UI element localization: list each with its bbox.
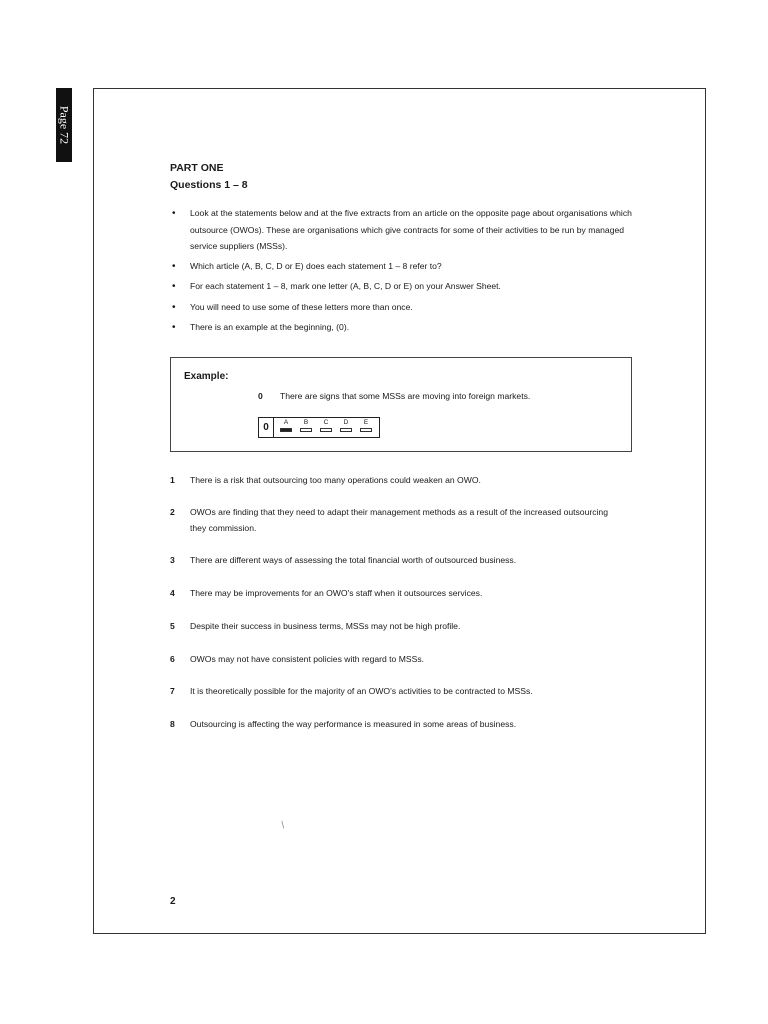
- answer-slot: [280, 428, 292, 432]
- statement-number: 2: [170, 507, 175, 517]
- answer-option-letter: E: [363, 419, 369, 426]
- example-number: 0: [258, 391, 263, 401]
- answer-option-d: [339, 419, 353, 432]
- statement-text: Despite their success in business terms, MSSs may not be high profile.: [190, 621, 461, 631]
- instruction-item: For each statement 1 – 8, mark one letter (A, B, C, D or E) on your Answer Sheet.: [190, 281, 501, 291]
- statement-number: 6: [170, 654, 175, 664]
- example-answer-grid: [258, 417, 380, 438]
- bullet-icon: •: [172, 302, 176, 313]
- answer-row-number: 0: [259, 418, 274, 437]
- answer-option-letter: D: [343, 419, 349, 426]
- questions-range: Questions 1 – 8: [170, 179, 248, 191]
- statement-number: 3: [170, 555, 175, 565]
- part-title: PART ONE: [170, 162, 224, 174]
- answer-option-e: [359, 419, 373, 432]
- statement-number: 5: [170, 621, 175, 631]
- bullet-icon: •: [172, 261, 176, 272]
- page-side-tab: [56, 88, 72, 162]
- answer-option-c: [319, 419, 333, 432]
- statement-text: There may be improvements for an OWO's staff when it outsources services.: [190, 588, 483, 598]
- statement-text: There are different ways of assessing the total financial worth of outsourced business.: [190, 555, 517, 565]
- answer-option-letter: A: [283, 419, 289, 426]
- answer-option-letter: B: [303, 419, 309, 426]
- statement-text: OWOs are finding that they need to adapt their management methods as a result of the increased outsourcing they commission.: [190, 507, 608, 533]
- instruction-item: Which article (A, B, C, D or E) does each statement 1 – 8 refer to?: [190, 261, 442, 271]
- example-box: [170, 357, 632, 452]
- bullet-icon: •: [172, 208, 176, 219]
- statement-text: Outsourcing is affecting the way performance is measured in some areas of business.: [190, 719, 517, 729]
- statement-text: There is a risk that outsourcing too many operations could weaken an OWO.: [190, 475, 481, 485]
- statement-number: 1: [170, 475, 175, 485]
- instruction-item: There is an example at the beginning, (0).: [190, 322, 350, 332]
- answer-option-a: [279, 419, 293, 432]
- statement-text: It is theoretically possible for the majority of an OWO's activities to be contracted to MSSs.: [190, 686, 533, 696]
- answer-option-b: [299, 419, 313, 432]
- statement-number: 7: [170, 686, 175, 696]
- page-number: 2: [170, 896, 176, 907]
- statement-text: OWOs may not have consistent policies with regard to MSSs.: [190, 654, 425, 664]
- statement-number: 4: [170, 588, 175, 598]
- answer-slot: [360, 428, 372, 432]
- instruction-item: Look at the statements below and at the five extracts from an article on the opposite page about organisations which outsource (OWOs). These are organisations which give contracts for some of their activities to be run by managed service suppliers (MSSs).: [190, 208, 632, 251]
- example-label: Example:: [184, 371, 229, 382]
- pen-mark: /: [279, 820, 288, 831]
- statement-number: 8: [170, 719, 175, 729]
- instruction-item: You will need to use some of these letters more than once.: [190, 302, 413, 312]
- answer-slot: [340, 428, 352, 432]
- bullet-icon: •: [172, 322, 176, 333]
- answer-option-letter: C: [323, 419, 329, 426]
- answer-slot: [300, 428, 312, 432]
- example-statement: There are signs that some MSSs are moving into foreign markets.: [280, 391, 531, 401]
- side-tab-label: Page 72: [57, 105, 72, 145]
- bullet-icon: •: [172, 281, 176, 292]
- answer-slot: [320, 428, 332, 432]
